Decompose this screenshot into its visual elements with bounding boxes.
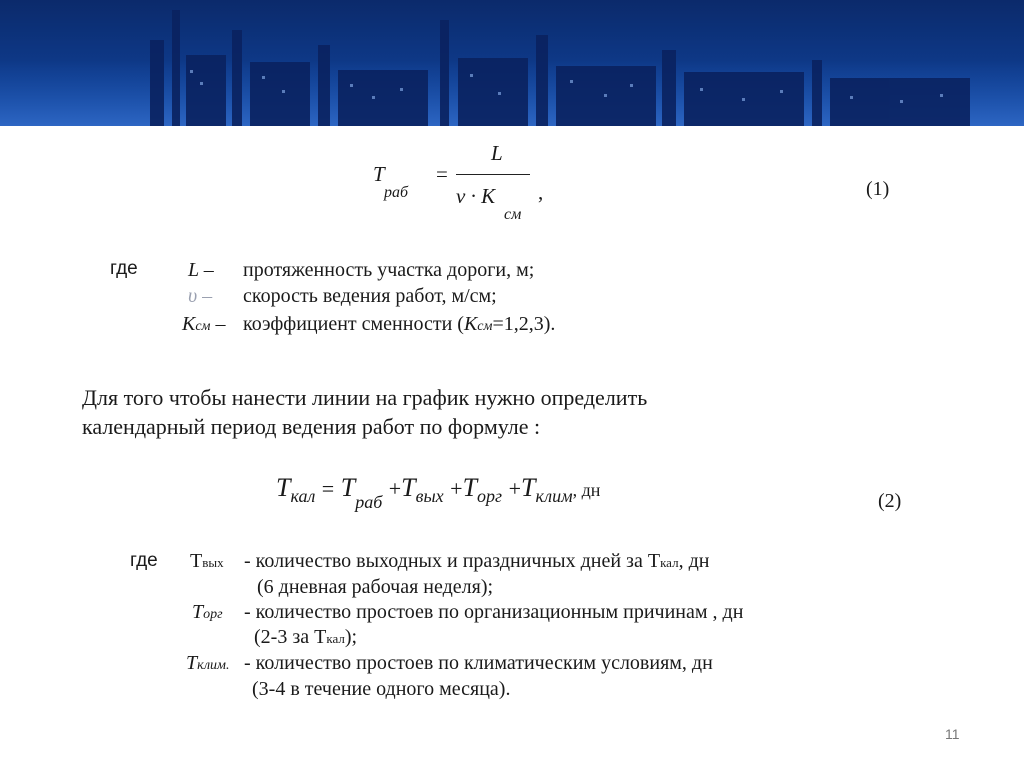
def2-vyh-text-end: , дн	[678, 550, 710, 572]
def2-line-klim-2: (3-4 в течение одного месяца).	[252, 678, 511, 700]
def2-klim-letter: T	[186, 652, 198, 674]
formula2-plus-2: +	[450, 476, 463, 501]
def2-symbol-klim	[186, 652, 230, 675]
page-number: 11	[945, 726, 960, 742]
formula1-number: (1)	[866, 178, 890, 200]
formula2-unit: , дн	[572, 480, 601, 500]
def2-vyh-text: - количество выходных и праздничных дней за T	[244, 550, 661, 572]
def2-org-line2-subscript: кал	[326, 631, 345, 646]
formula2-t2: T	[340, 473, 356, 502]
header-banner	[0, 0, 1024, 126]
def2-vyh-text-subscript: кал	[660, 555, 679, 570]
paragraph-line-2: календарный период ведения работ по формуле :	[82, 414, 541, 439]
slide-body	[0, 126, 1024, 767]
def1-k-inline-sub: см	[477, 319, 493, 334]
formula2-plus-1: +	[388, 476, 402, 501]
formula-2	[276, 473, 601, 512]
formula2-sub2: раб	[355, 492, 383, 512]
def2-line-vyh	[244, 550, 709, 573]
def1-k-letter: K	[182, 313, 196, 335]
def1-k-text-before: коэффициент сменности (	[243, 313, 464, 335]
def2-klim-subscript: клим.	[197, 658, 230, 673]
def1-symbol-v: υ –	[188, 285, 213, 307]
formula1-denominator: ν · K	[456, 184, 496, 208]
formula2-sub4: орг	[477, 486, 503, 506]
def1-text-v: скорость ведения работ, м/см;	[243, 285, 497, 307]
formula2-t1: T	[276, 473, 291, 502]
formula1-lhs-symbol: T	[373, 162, 385, 186]
def1-symbol-K	[182, 313, 226, 336]
def2-line-vyh-2: (6 дневная рабочая неделя);	[257, 576, 494, 598]
formula1-denominator-subscript: см	[504, 206, 522, 223]
def1-text-K	[243, 313, 555, 336]
formula1-lhs-subscript: раб	[384, 184, 409, 201]
def1-k-text-after: =1,2,3).	[492, 313, 556, 335]
formula2-t4: T	[462, 473, 478, 502]
where-label-2: где	[130, 550, 158, 571]
def2-symbol-vyh	[190, 550, 224, 573]
formula2-equals: =	[321, 476, 335, 501]
def2-org-line2-after: );	[344, 626, 358, 648]
def2-org-line2-before: (2-3 за T	[254, 626, 327, 648]
industrial-skyline-graphic	[0, 0, 1024, 126]
def2-line-org-2	[254, 626, 357, 649]
def2-org-subscript: орг	[203, 607, 223, 622]
def1-text-L: протяженность участка дороги, м;	[243, 259, 535, 281]
formula2-plus-3: +	[508, 476, 521, 501]
formula2-sub3: вых	[415, 486, 444, 506]
where-label-1: где	[110, 258, 138, 279]
def2-symbol-org	[192, 601, 223, 624]
formula1-equals: =	[436, 162, 448, 186]
formula1-comma: ,	[538, 180, 544, 204]
formula2-t3: T	[401, 473, 416, 502]
formula2-sub5: клим	[535, 486, 573, 506]
def2-vyh-subscript: вых	[202, 555, 224, 570]
def1-k-dash: –	[210, 313, 226, 335]
def2-line-org: - количество простоев по организационным причинам , дн	[244, 601, 744, 623]
def2-org-letter: T	[192, 601, 204, 623]
formula2-t5: T	[520, 473, 536, 502]
paragraph-line-1: Для того чтобы нанести линии на график нужно определить	[82, 385, 648, 410]
formula1-fraction-bar	[456, 174, 530, 175]
formula1-numerator: L	[491, 141, 503, 165]
def1-k-inline: K	[463, 313, 478, 335]
def1-symbol-L: L –	[188, 259, 214, 281]
def2-vyh-letter: T	[190, 550, 203, 572]
def2-line-klim: - количество простоев по климатическим условиям, дн	[244, 652, 713, 674]
formula2-sub1: кал	[290, 486, 316, 506]
def1-k-subscript: см	[195, 319, 211, 334]
formula2-number: (2)	[878, 490, 902, 512]
